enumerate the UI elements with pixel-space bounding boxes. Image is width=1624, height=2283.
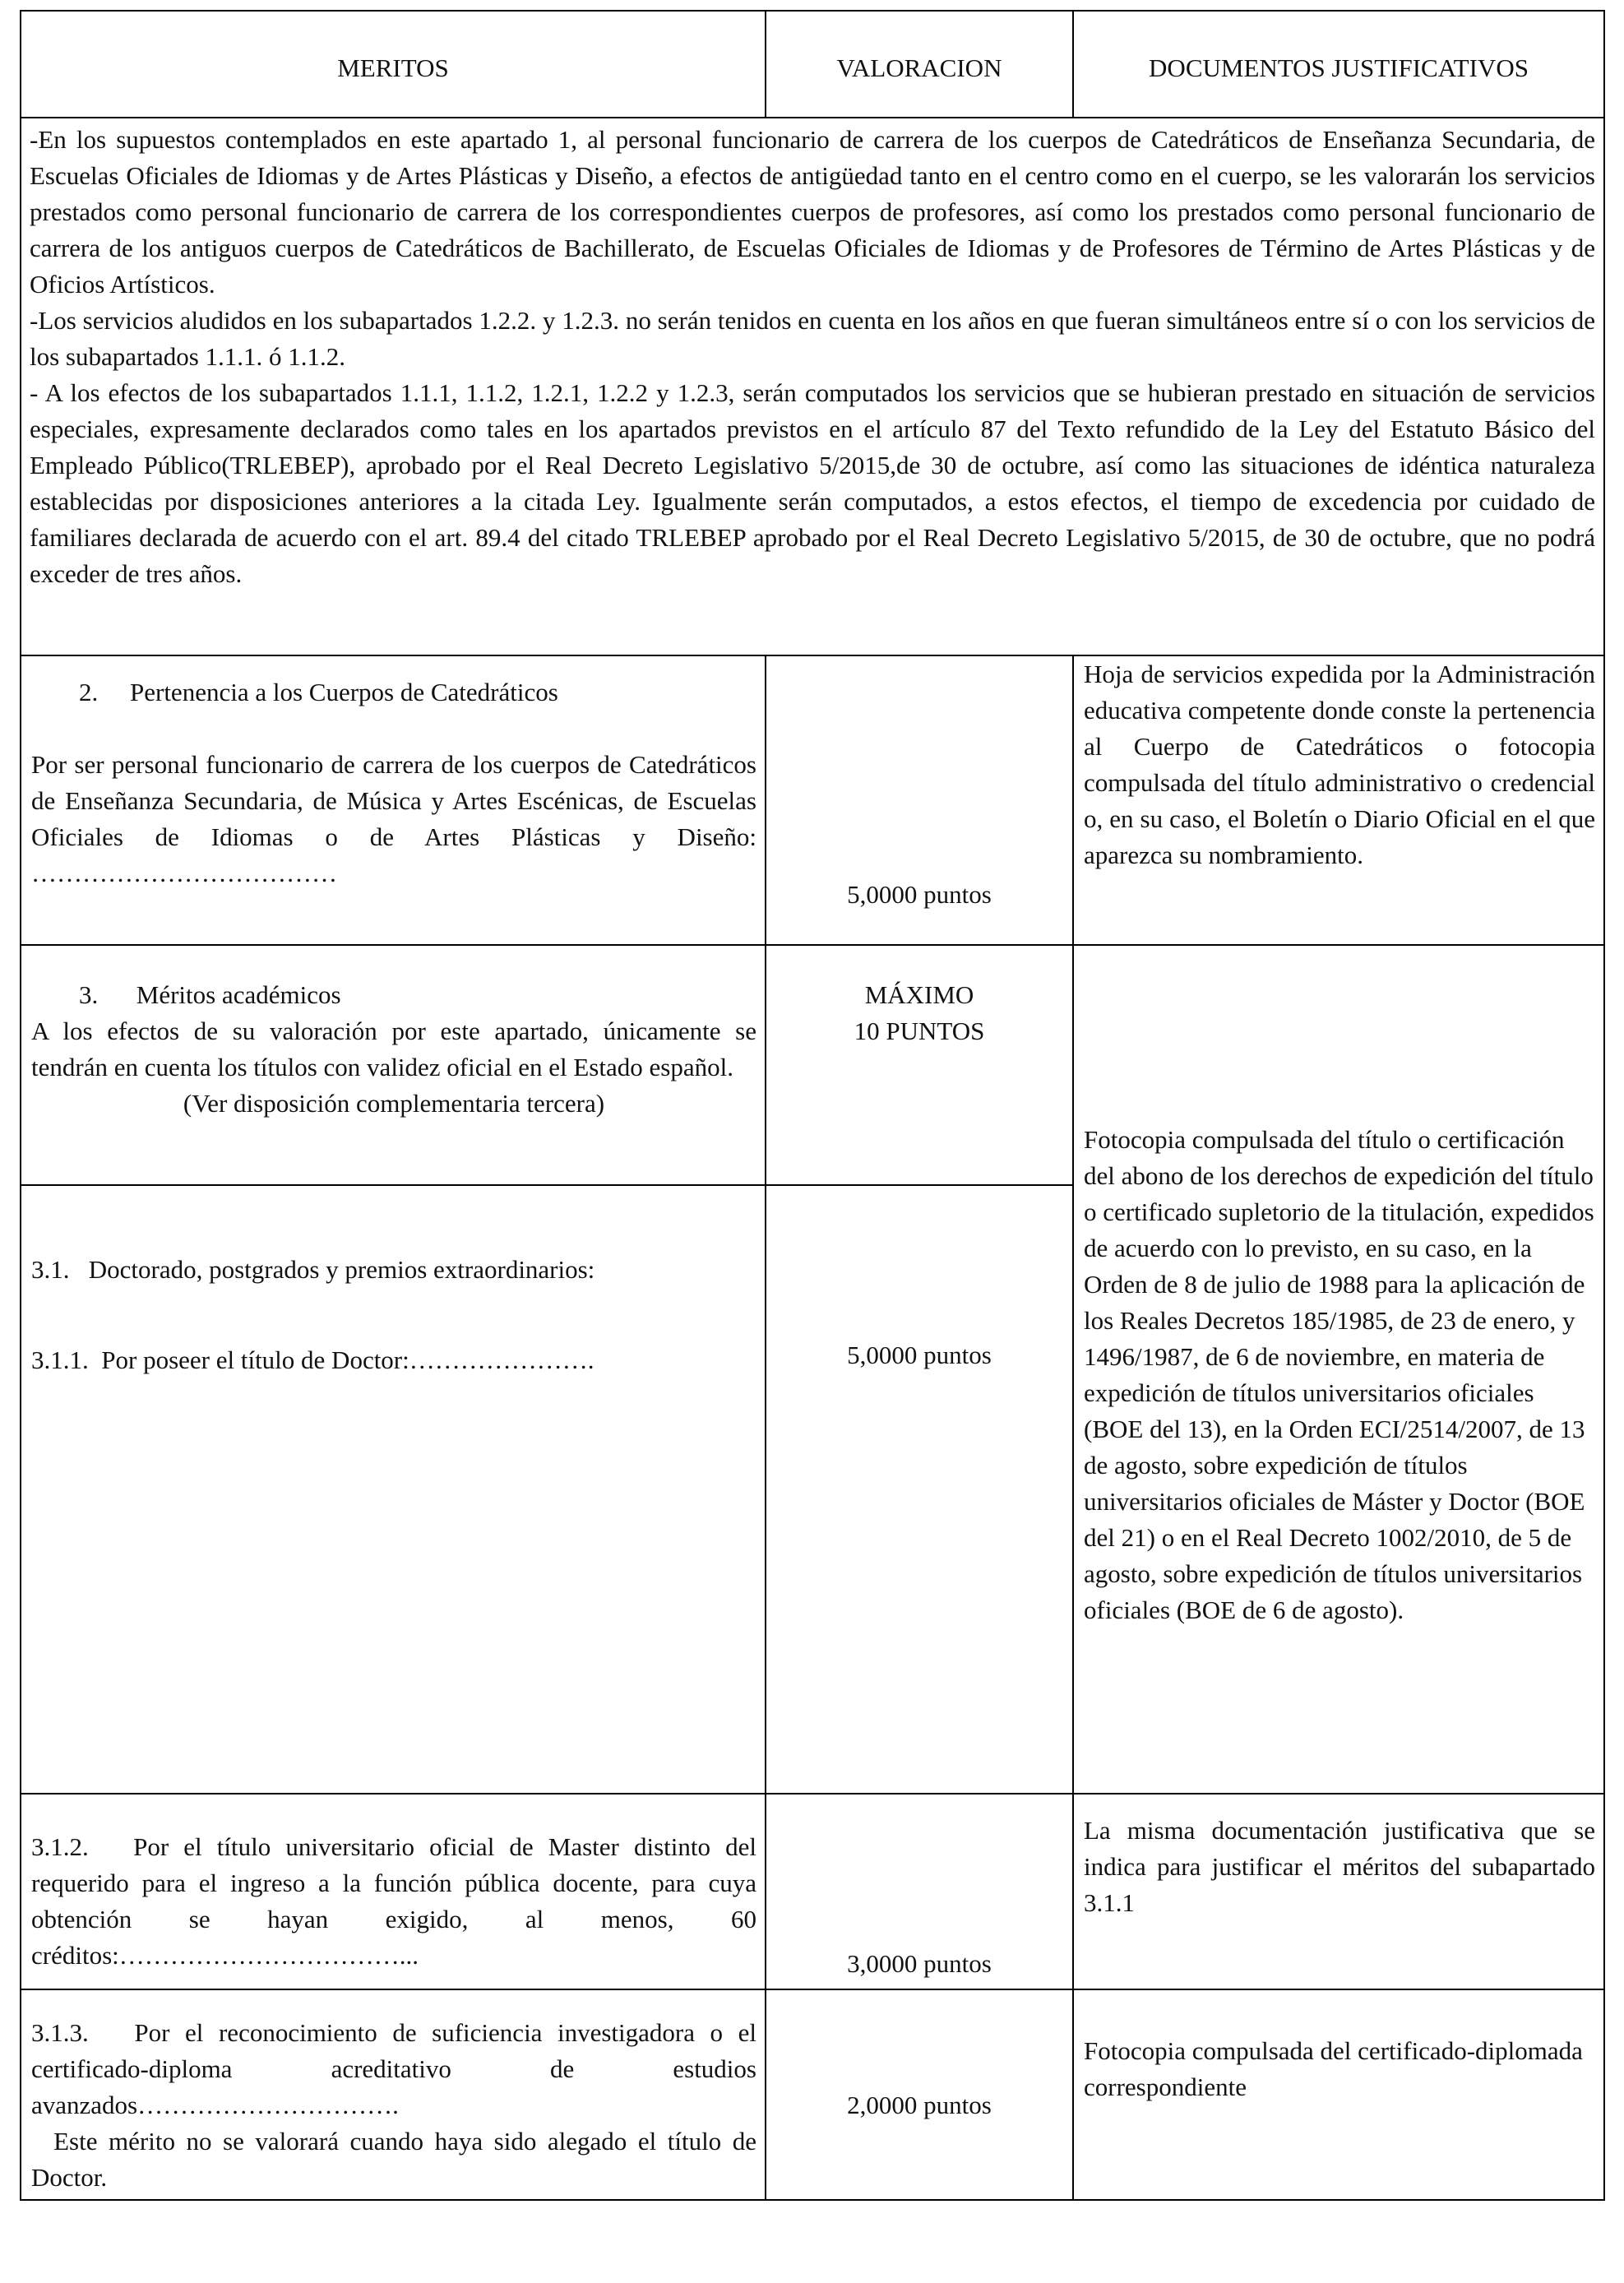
section-312-row (21, 1794, 1604, 1989)
header-documentos: DOCUMENTOS JUSTIFICATIVOS (1073, 11, 1604, 118)
section-311-docs: Fotocopia compulsada del título o certificación del abono de los derechos de expedición del título o certificado supletorio de la titulación, expedidos de acuerdo con lo previsto, en su caso, en la Orden de 8 de julio de 1988 para la aplicación de los Reales Decretos 185/1985, de 23 de enero, y 1496/1987, de 6 de noviembre, en materia de expedición de títulos universitarios oficiales (BOE del 13), en la Orden ECI/2514/2007, de 13 de agosto, sobre expedición de títulos universitarios oficiales de Máster y Doctor (BOE del 21) o en el Real Decreto 1002/2010, de 5 de agosto, sobre expedición de títulos universitarios oficiales (BOE de 6 de agosto). (1073, 945, 1604, 1794)
section-313-note: Este mérito no se valorará cuando haya sido alegado el título de Doctor. (31, 2127, 756, 2192)
section-313-docs: Fotocopia compulsada del certificado-diplomada correspondiente (1073, 1989, 1604, 2200)
section-313-value: 2,0000 puntos (766, 1989, 1073, 2200)
section-311-merit (21, 1185, 766, 1794)
section-2-merit (21, 655, 766, 945)
section-3-text: A los efectos de su valoración por este apartado, únicamente se tendrán en cuenta los títulos con validez oficial en el Estado español. (31, 1016, 756, 1081)
header-meritos: MERITOS (21, 11, 766, 118)
section-3-max: MÁXIMO 10 PUNTOS (766, 945, 1073, 1185)
section-313-text: 3.1.3. Por el reconocimiento de suficiencia investigadora o el certificado-diploma acreditativo de estudios avanzados…………………………. (31, 2018, 756, 2119)
section-313-merit (21, 1989, 766, 2200)
note-2: -Los servicios aludidos en los subapartados 1.2.2. y 1.2.3. no serán tenidos en cuenta en los años en que fueran simultáneos entre sí o con los servicios de los subapartados 1.1.1. ó 1.1.2. (30, 306, 1595, 371)
note-1: -En los supuestos contemplados en este apartado 1, al personal funcionario de carrera de los cuerpos de Catedráticos de Enseñanza Secundaria, de Escuelas Oficiales de Idiomas y de Artes Plásticas y Diseño, a efectos de antigüedad tanto en el centro como en el cuerpo, se les valorarán los servicios prestados como personal funcionario de carrera de los correspondientes cuerpos de profesores, así como los prestados como personal funcionario de carrera de los antiguos cuerpos de Catedráticos de Bachillerato, de Escuelas Oficiales de Idiomas y de Profesores de Término de Artes Plásticas y de Oficios Artísticos. (30, 125, 1595, 299)
section-312-text: 3.1.2. Por el título universitario oficial de Master distinto del requerido para el ingreso a la función pública docente, para cuya obtención se hayan exigido, al menos, 60 créditos:……………………………... (31, 1832, 756, 1970)
note-3: - A los efectos de los subapartados 1.1.1, 1.1.2, 1.2.1, 1.2.2 y 1.2.3, serán computados los servicios que se hubieran prestado en situación de servicios especiales, expresamente declarados como tales en los apartados previstos en el artículo 87 del Texto refundido de la Ley del Estatuto Básico del Empleado Público(TRLEBEP), aprobado por el Real Decreto Legislativo 5/2015,de 30 de octubre, así como las situaciones de idéntica naturaleza establecidas por disposiciones anteriores a la citada Ley. Igualmente serán computados, a estos efectos, el tiempo de excedencia por cuidado de familiares declarada de acuerdo con el art. 89.4 del citado TRLEBEP aprobado por el Real Decreto Legislativo 5/2015, de 30 de octubre, que no podrá exceder de tres años. (30, 378, 1595, 588)
section-311-text: 3.1.1. Por poseer el título de Doctor:…………………. (31, 1345, 595, 1374)
section-313-row (21, 1989, 1604, 2200)
section-3-row (21, 945, 1604, 1185)
section-3-title: 3. Méritos académicos (79, 980, 341, 1009)
notes-cell (21, 118, 1604, 655)
merits-table (20, 10, 1605, 2201)
header-valoracion: VALORACION (766, 11, 1073, 118)
section-312-value: 3,0000 puntos (766, 1794, 1073, 1989)
document-page (20, 10, 1603, 2273)
section-2-text: Por ser personal funcionario de carrera de los cuerpos de Catedráticos de Enseñanza Secundaria, de Música y Artes Escénicas, de Escuelas Oficiales de Idiomas o de Artes Plásticas y Diseño: ……………………………… (31, 750, 756, 887)
section-2-value: 5,0000 puntos (766, 655, 1073, 945)
header-row (21, 11, 1604, 118)
section-3-ref: (Ver disposición complementaria tercera) (183, 1089, 605, 1118)
section-2-title: 2. Pertenencia a los Cuerpos de Catedráticos (79, 678, 558, 706)
section-2-row (21, 655, 1604, 945)
section-2-docs: Hoja de servicios expedida por la Administración educativa competente donde conste la pertenencia al Cuerpo de Catedráticos o fotocopia compulsada del título administrativo o credencial o, en su caso, el Boletín o Diario Oficial en el que aparezca su nombramiento. (1073, 655, 1604, 945)
notes-row (21, 118, 1604, 655)
section-312-merit (21, 1794, 766, 1989)
section-31-heading: 3.1. Doctorado, postgrados y premios extraordinarios: (31, 1255, 595, 1284)
section-3-merit (21, 945, 766, 1185)
section-311-value: 5,0000 puntos (766, 1185, 1073, 1794)
section-312-docs: La misma documentación justificativa que se indica para justificar el méritos del subapartado 3.1.1 (1073, 1794, 1604, 1989)
